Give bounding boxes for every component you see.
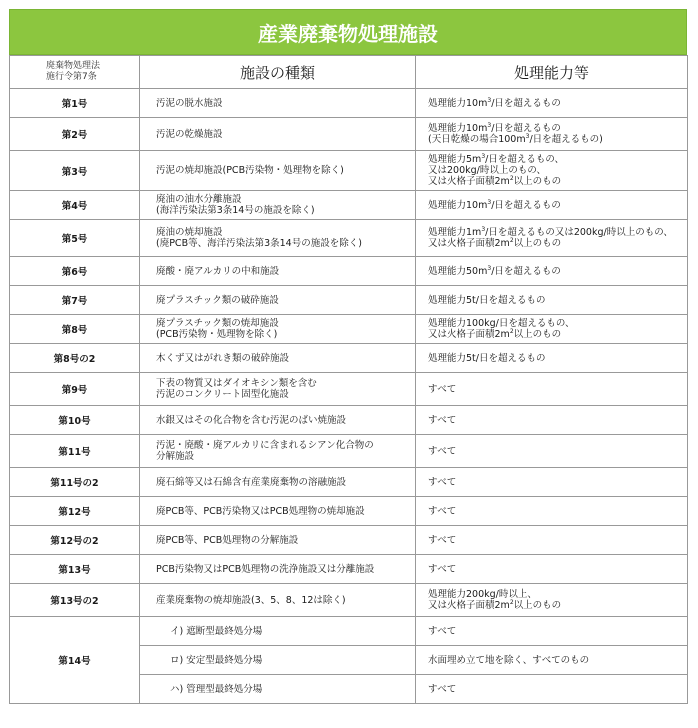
row-number: 第4号 <box>10 191 140 220</box>
row-capacity: 処理能力100kg/日を超えるもの、 又は火格子面積$2m^2$以上のもの <box>416 315 688 344</box>
table-row <box>10 220 688 257</box>
table-row <box>10 497 688 526</box>
row-number: 第2号 <box>10 118 140 151</box>
row-number: 第8号の2 <box>10 344 140 373</box>
row-capacity: 処理能力$10m^3/$日を超えるもの (天日乾燥の場合$100m^3/$日を超えるもの) <box>416 118 688 151</box>
table-row <box>10 435 688 468</box>
row-capacity: すべて <box>416 406 688 435</box>
row-facility: 廃PCB等、PCB処理物の分解施設 <box>140 526 416 555</box>
row-facility: 廃酸・廃アルカリの中和施設 <box>140 257 416 286</box>
table-row <box>10 257 688 286</box>
row-sub-capacity: すべて <box>416 675 688 704</box>
row-capacity: 処理能力$10m^3/$日を超えるもの <box>416 89 688 118</box>
table-row <box>10 406 688 435</box>
header-law-line1: 廃棄物処理法 <box>46 61 101 71</box>
row-facility: 下表の物質又はダイオキシン類を含む 汚泥のコンクリート固型化施設 <box>140 373 416 406</box>
header-capacity: 処理能力等 <box>416 56 688 89</box>
row-capacity: 処理能力5t/日を超えるもの <box>416 344 688 373</box>
row-facility: 廃油の焼却施設 (廃PCB等、海洋汚染法第3条14号の施設を除く) <box>140 220 416 257</box>
table-row <box>10 89 688 118</box>
row-sub-facility: ハ) 管理型最終処分場 <box>140 675 416 704</box>
row-capacity: 処理能力$1m^3/$日を超えるもの又は200kg/時以上のもの、 又は火格子面積$2m^2$以上のもの <box>416 220 688 257</box>
table-row <box>10 617 688 646</box>
table-row <box>10 191 688 220</box>
table-row <box>10 315 688 344</box>
row-sub-capacity: 水面埋め立て地を除く、すべてのもの <box>416 646 688 675</box>
row-facility: 廃石綿等又は石綿含有産業廃棄物の溶融施設 <box>140 468 416 497</box>
row-facility: 廃PCB等、PCB汚染物又はPCB処理物の焼却施設 <box>140 497 416 526</box>
row-facility: 水銀又はその化合物を含む汚泥のばい焼施設 <box>140 406 416 435</box>
row-facility: 汚泥の焼却施設(PCB汚染物・処理物を除く) <box>140 151 416 191</box>
header-row <box>10 56 688 89</box>
row-number: 第13号の2 <box>10 584 140 617</box>
row-facility: PCB汚染物又はPCB処理物の洗浄施設又は分離施設 <box>140 555 416 584</box>
row-number: 第10号 <box>10 406 140 435</box>
row-capacity: すべて <box>416 497 688 526</box>
header-facility: 施設の種類 <box>140 56 416 89</box>
row-capacity: 処理能力200kg/時以上、 又は火格子面積$2m^2$以上のもの <box>416 584 688 617</box>
table-row <box>10 555 688 584</box>
row-number: 第14号 <box>10 617 140 704</box>
table-row <box>10 286 688 315</box>
row-number: 第6号 <box>10 257 140 286</box>
facility-table <box>9 55 688 704</box>
row-capacity: 処理能力$5m^3/$日を超えるもの、 又は200kg/時以上のもの、 又は火格子面積$2m^2$以上のもの <box>416 151 688 191</box>
row-number: 第9号 <box>10 373 140 406</box>
row-number: 第7号 <box>10 286 140 315</box>
row-capacity: すべて <box>416 526 688 555</box>
row-facility: 木くず又はがれき類の破砕施設 <box>140 344 416 373</box>
table-row <box>10 344 688 373</box>
table-row <box>10 118 688 151</box>
header-law <box>10 56 140 89</box>
row-facility: 汚泥の乾燥施設 <box>140 118 416 151</box>
row-capacity: 処理能力$50m^3/$日を超えるもの <box>416 257 688 286</box>
row-capacity: 処理能力$10m^3/$日を超えるもの <box>416 191 688 220</box>
row-capacity: すべて <box>416 373 688 406</box>
row-number: 第8号 <box>10 315 140 344</box>
row-sub-facility: ロ) 安定型最終処分場 <box>140 646 416 675</box>
table-row <box>10 526 688 555</box>
row-sub-capacity: すべて <box>416 617 688 646</box>
table-title: 産業廃棄物処理施設 <box>9 9 687 55</box>
table-row <box>10 151 688 191</box>
row-capacity: すべて <box>416 435 688 468</box>
row-number: 第3号 <box>10 151 140 191</box>
table-row <box>10 468 688 497</box>
table-body <box>10 89 688 704</box>
row-number: 第5号 <box>10 220 140 257</box>
table-row <box>10 373 688 406</box>
row-facility: 汚泥の脱水施設 <box>140 89 416 118</box>
row-number: 第12号 <box>10 497 140 526</box>
row-facility: 廃プラスチック類の破砕施設 <box>140 286 416 315</box>
table-row <box>10 584 688 617</box>
header-law-line2: 施行令第7条 <box>46 72 97 82</box>
row-capacity: すべて <box>416 468 688 497</box>
row-number: 第1号 <box>10 89 140 118</box>
row-number: 第11号の2 <box>10 468 140 497</box>
row-number: 第13号 <box>10 555 140 584</box>
row-facility: 汚泥・廃酸・廃アルカリに含まれるシアン化合物の 分解施設 <box>140 435 416 468</box>
row-facility: 産業廃棄物の焼却施設(3、5、8、12は除く) <box>140 584 416 617</box>
row-capacity: 処理能力5t/日を超えるもの <box>416 286 688 315</box>
row-sub-facility: イ) 遮断型最終処分場 <box>140 617 416 646</box>
row-capacity: すべて <box>416 555 688 584</box>
row-facility: 廃プラスチック類の焼却施設 (PCB汚染物・処理物を除く) <box>140 315 416 344</box>
row-number: 第11号 <box>10 435 140 468</box>
row-facility: 廃油の油水分離施設 (海洋汚染法第3条14号の施設を除く) <box>140 191 416 220</box>
row-number: 第12号の2 <box>10 526 140 555</box>
